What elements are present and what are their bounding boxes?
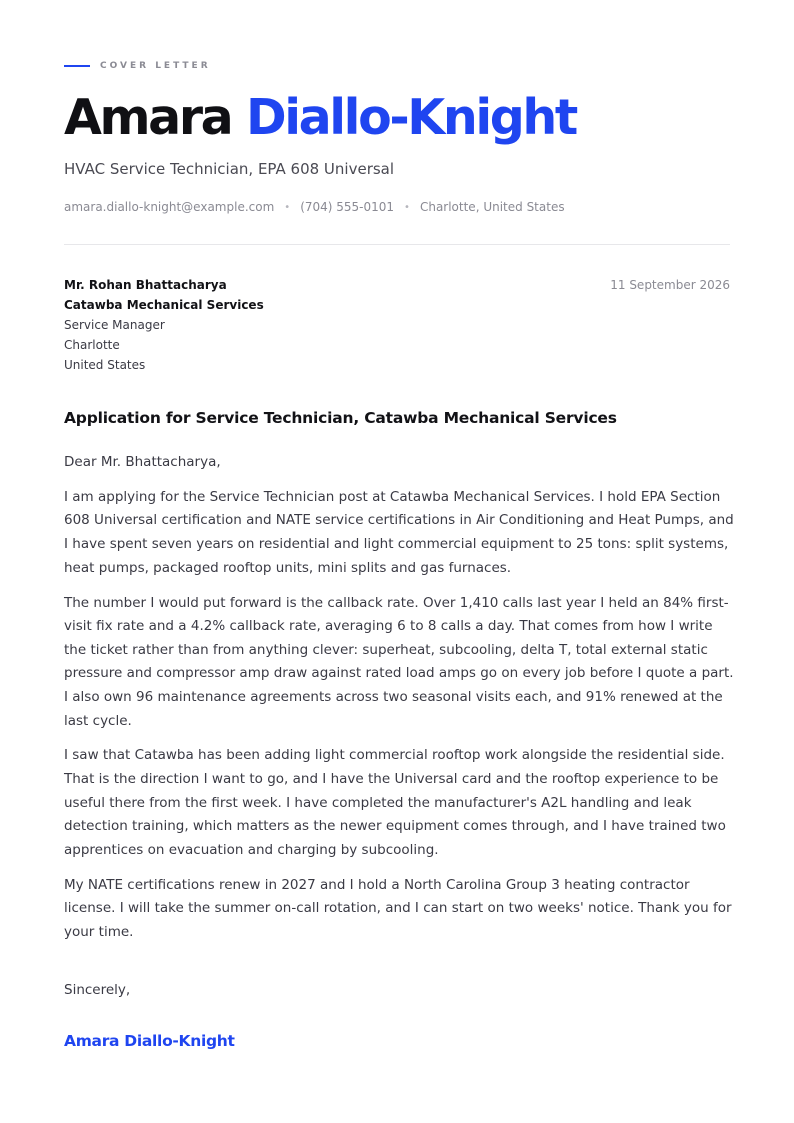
letter-body (64, 451, 736, 956)
contact-location: Charlotte, United States (419, 200, 565, 214)
first-name: Amara (64, 89, 232, 146)
closing: Sincerely, (64, 982, 131, 998)
recipient-country: United States (64, 358, 146, 372)
body-paragraph: I saw that Catawba has been adding light commercial rooftop work alongside the residential side. That is the direction I want to go, and I have the Universal card and the rooftop experience to be useful there from the first week. I have completed the manufacturer's A2L handling and leak detection training, which matters as the newer equipment comes through, and I have trained two apprentices on evacuation and charging by subcooling. (64, 747, 726, 858)
recipient-city: Charlotte (64, 338, 120, 352)
contact-phone: (704) 555-0101 (300, 200, 395, 214)
separator-dot: • (284, 201, 291, 213)
contact-email: amara.diallo-knight@example.com (64, 200, 275, 214)
body-paragraph: My NATE certifications renew in 2027 and I hold a North Carolina Group 3 heating contractor license. I will take the summer on-call rotation, and I can start on two weeks' notice. Thank you for your time. (64, 876, 732, 940)
body-paragraph: The number I would put forward is the callback rate. Over 1,410 calls last year I held an 84% first-visit fix rate and a 4.2% callback rate, averaging 6 to 8 calls a day. That comes from how I write the ticket rather than from anything clever: superheat, subcooling, delta T, total external static pressure and compressor amp draw against rated load amps go on every job before I quote a part. I also own 96 maintenance agreements across two seasonal visits each, and 91% renewed at the last cycle. (64, 594, 734, 729)
separator-dot: • (404, 201, 410, 213)
eyebrow (64, 61, 211, 71)
last-name: Diallo-Knight (245, 89, 576, 146)
salutation: Dear Mr. Bhattacharya, (64, 454, 221, 470)
body-paragraph: I am applying for the Service Technician post at Catawba Mechanical Services. I hold EPA Section 608 Universal certification and NATE service certifications in Air Conditioning and Heat Pumps, and I have spent seven years on residential and light commercial equipment to 25 tons: split systems, heat pumps, packaged rooftop units, mini splits and gas furnaces. (64, 488, 734, 576)
signature: Amara Diallo-Knight (64, 1032, 235, 1050)
recipient-title: Service Manager (64, 318, 165, 332)
recipient-company: Catawba Mechanical Services (64, 298, 264, 312)
contact-line (64, 200, 565, 214)
applicant-role: HVAC Service Technician, EPA 608 Universal (64, 160, 395, 178)
recipient-name: Mr. Rohan Bhattacharya (64, 278, 227, 292)
eyebrow-label: COVER LETTER (100, 61, 211, 71)
recipient-block (64, 275, 264, 375)
applicant-name (64, 84, 576, 152)
letter-date: 11 September 2026 (610, 278, 730, 292)
header-divider (64, 244, 730, 245)
eyebrow-rule (64, 65, 90, 67)
letter-subject: Application for Service Technician, Catawba Mechanical Services (64, 409, 617, 427)
